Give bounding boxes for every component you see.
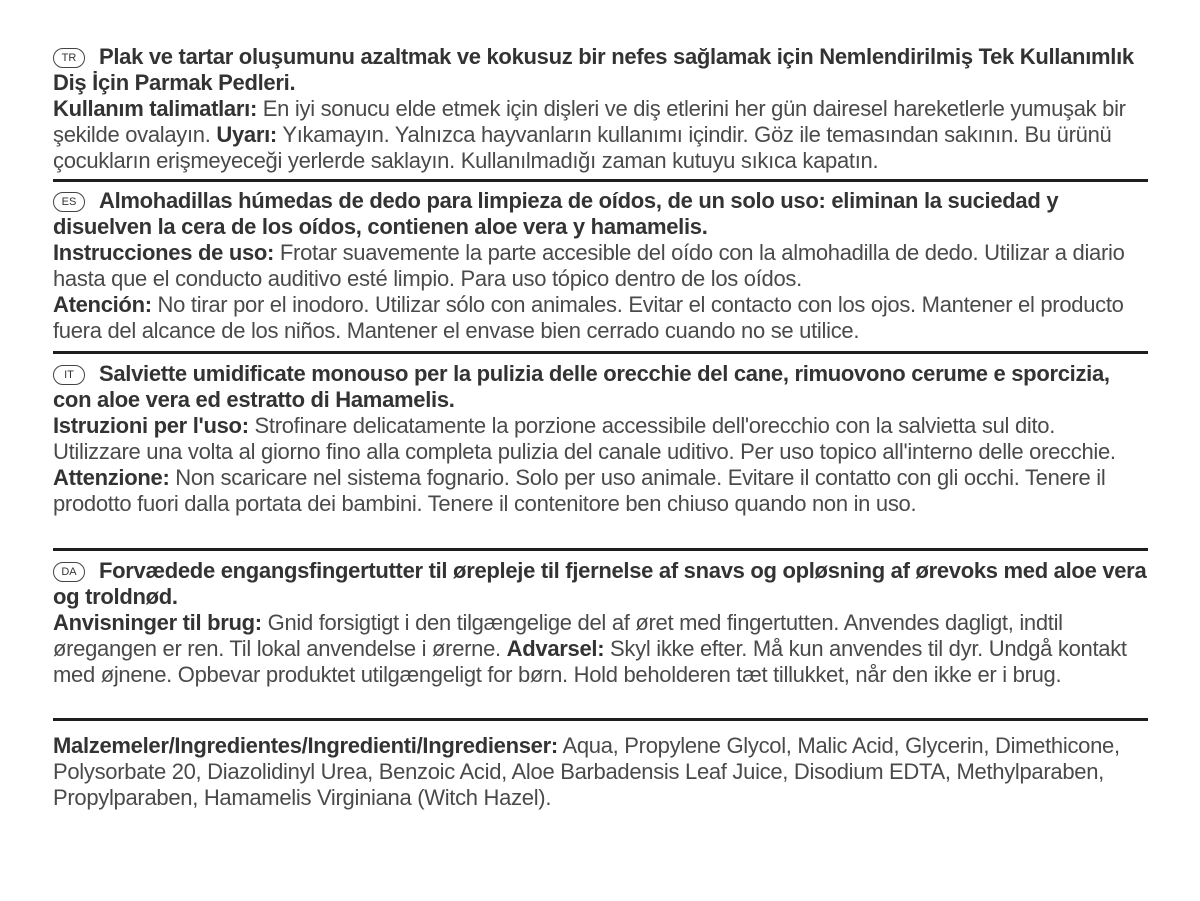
ingredients-text: Aqua, Propylene Glycol, Malic Acid, Glycerin, Dimethicone, Polysorbate 20, Diazolidinyl Urea, Benzoic Acid, Aloe Barbadensis Leaf Juice, Disodium EDTA, Methylparaben, Propylparaben, Hamamelis Virginiana (Witch Hazel). [53,733,1120,810]
warning-text: Yıkamayın. Yalnızca hayvanların kullanımı içindir. Göz ile temasından sakının. Bu ürünü çocukların erişmeyeceği yerlerde saklayın. Kullanılmadığı zaman kutuyu sıkıca kapatın. [53,122,1112,173]
ingredients-section [53,733,1148,823]
warning-text: No tirar por el inodoro. Utilizar sólo con animales. Evitar el contacto con los ojos. Mantener el producto fuera del alcance de los niños. Mantener el envase bien cerrado cuando no se utilice. [53,292,1124,343]
instructions-paragraph [53,610,1148,688]
section-title [53,361,1148,413]
instructions-text: Frotar suavemente la parte accesible del oído con la almohadilla de dedo. Utilizar a diario hasta que el conducto auditivo esté limpio. Para uso tópico dentro de los oídos. [53,240,1125,291]
warning-label: Attenzione: [53,465,170,490]
warning-label: Advarsel: [506,636,605,661]
instructions-paragraph [53,413,1148,517]
title-text: Forvædede engangsfingertutter til ørepleje til fjernelse af snavs og opløsning af ørevoks med aloe vera og troldnød. [53,558,1147,609]
instructions-paragraph [53,96,1148,174]
warning-text: Skyl ikke efter. Må kun anvendes til dyr. Undgå kontakt med øjnene. Opbevar produktet utilgængeligt for børn. Hold beholderen tæt tillukket, når den ikke er i brug. [53,636,1127,687]
instructions-text: En iyi sonucu elde etmek için dişleri ve diş etlerini her gün dairesel hareketlerle yumuşak bir şekilde ovalayın. [53,96,1126,147]
title-text: Almohadillas húmedas de dedo para limpieza de oídos, de un solo uso: eliminan la suciedad y disuelven la cera de los oídos, contienen aloe vera y hamamelis. [53,188,1059,239]
section-title [53,44,1148,96]
ingredients-label: Malzemeler/Ingredientes/Ingredienti/Ingredienser: [53,733,558,758]
section-it [53,361,1148,551]
instructions-paragraph [53,240,1148,292]
instructions-label: Instrucciones de uso: [53,240,275,265]
ingredients-paragraph [53,733,1148,811]
title-text: Plak ve tartar oluşumunu azaltmak ve kokusuz bir nefes sağlamak için Nemlendirilmiş Tek Kullanımlık Diş İçin Parmak Pedleri. [53,44,1134,95]
instructions-label: Anvisninger til brug: [53,610,262,635]
section-title [53,558,1148,610]
warning-text: Non scaricare nel sistema fognario. Solo per uso animale. Evitare il contatto con gli occhi. Tenere il prodotto fuori dalla portata dei bambini. Tenere il contenitore ben chiuso quando non in uso. [53,465,1106,516]
section-title [53,188,1148,240]
title-text: Salviette umidificate monouso per la pulizia delle orecchie del cane, rimuovono cerume e sporcizia, con aloe vera ed estratto di Hamamelis. [53,361,1110,412]
section-da [53,558,1148,721]
language-badge-it: IT [53,365,85,385]
warning-label: Uyarı: [216,122,277,147]
language-badge-da: DA [53,562,85,582]
language-badge-es: ES [53,192,85,212]
instructions-text: Gnid forsigtigt i den tilgængelige del af øret med fingertutten. Anvendes dagligt, indtil øregangen er ren. Til lokal anvendelse i ørerne. [53,610,1063,661]
instructions-text: Strofinare delicatamente la porzione accessibile dell'orecchio con la salvietta sul dito. Utilizzare una volta al giorno fino alla completa pulizia del canale uditivo. Per uso topico all'interno delle orecchie. [53,413,1116,464]
warning-paragraph [53,292,1148,344]
section-es [53,188,1148,354]
instructions-label: Istruzioni per l'uso: [53,413,249,438]
language-badge-tr: TR [53,48,85,68]
section-tr [53,44,1148,182]
warning-label: Atención: [53,292,152,317]
instructions-label: Kullanım talimatları: [53,96,257,121]
